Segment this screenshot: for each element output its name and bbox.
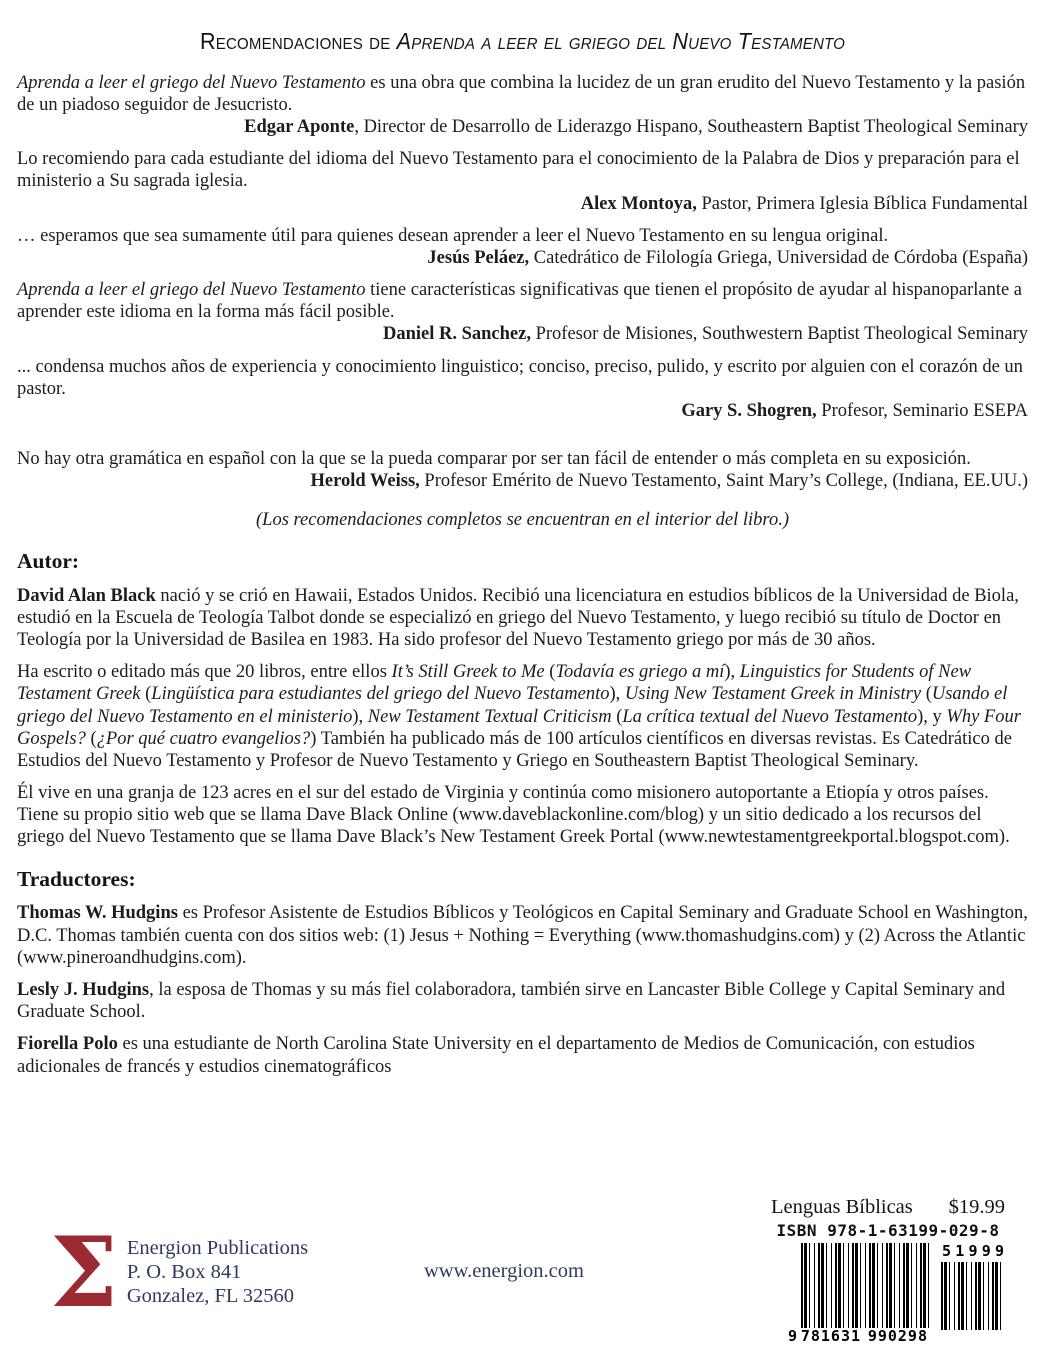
author-paragraph: Ha escrito o editado más que 20 libros, entre ellos It’s Still Greek to Me (Todavía es griego a mí), Linguistics for Students of New Testament Greek (Lingüística para estudiantes del griego del Nuevo Testamento), Using New Testament Greek in Ministry (Usando el griego del Nuevo Testamento en el ministerio), New Testament Textual Criticism (La crítica textual del Nuevo Testamento), y Why Four Gospels? (¿Por qué cuatro evangelios?) También ha publicado más de 100 artículos científicos en diversas revistas. Es Catedrático de Estudios del Nuevo Testamento y Profesor de Nuevo Testamento y Griego en Southeastern Baptist Theological Seminary. [17,662,1021,771]
barcode-row [771,1241,1005,1345]
heading-book-title: Aprenda a leer el griego del Nuevo Testamento [396,28,846,54]
author-paragraph: Él vive en una granja de 123 acres en el sur del estado de Virginia y continúa como misionero autoportante a Etiopía y otros países. Tiene su propio sitio web que se llama Dave Black Online (www.daveblackonline.com/blog) y un sitio dedicado a los recursos del griego del Nuevo Testamento que se llama Dave Black’s New Testament Greek Portal (www.newtestamentgreekportal.blogspot.com). [17,783,1010,848]
publisher-name: Energion Publications [126,1237,309,1259]
quote-text: Lo recomiendo para cada estudiante del idioma del Nuevo Testamento para el conocimiento de la Palabra de Dios y preparación para el ministerio a Su sagrada iglesia. [17,149,1020,192]
supplement-digits: 5 1 9 9 9 [942,1241,1004,1260]
publisher-block [50,1216,309,1329]
quote-attribution: Edgar Aponte, Director de Desarrollo de Liderazgo Hispano, Southeastern Baptist Theological Seminary [244,116,1028,137]
quote-attribution: Herold Weiss, Profesor Emérito de Nuevo Testamento, Saint Mary’s College, (Indiana, EE.UU.) [310,471,1028,492]
quote-text: No hay otra gramática en español con la que se la pueda comparar por ser tan fácil de entender o más completa en su exposición. [17,449,971,470]
publisher-address [127,1232,308,1314]
ean-barcode-digits [788,1327,931,1344]
retail-block [771,1195,1005,1345]
translator-paragraph: Fiorella Polo es una estudiante de North Carolina State University en el departamento de Medios de Comunicación, con estudios adicionales de francés y estudios cinematográficos [17,1034,975,1077]
recommendations-note: (Los recomendaciones completos se encuentran en el interior del libro.) [256,509,789,530]
quote-attribution: Daniel R. Sanchez, Profesor de Misiones, Southwestern Baptist Theological Seminary [382,324,1028,345]
supplement-barcode-bars [941,1262,1005,1330]
translator-paragraph: Lesly J. Hudgins, la esposa de Thomas y su más fiel colaboradora, también sirve en Lancaster Bible College y Capital Seminary and Graduate School. [17,980,1006,1023]
publisher-city: Gonzalez, FL 32560 [126,1284,295,1307]
publisher-po-box: P. O. Box 841 [126,1260,242,1283]
category-label: Lenguas Bíblicas [771,1196,913,1218]
supplement-barcode [941,1243,1005,1341]
ean-barcode [788,1243,933,1345]
translator-paragraph: Thomas W. Hudgins es Profesor Asistente de Estudios Bíblicos y Teológicos en Capital Seminary and Graduate School en Washington, D.C. Thomas también cuenta con dos sitios web: (1) Jesus + Nothing = Everything (www.thomashudgins.com) y (2) Across the Atlantic (www.pineroandhudgins.com). [17,903,1028,968]
section-heading-traductores: Traductores: [17,866,136,891]
quote-text: … esperamos que sea sumamente útil para quienes desean aprender a leer el Nuevo Testamento en su lengua original. [17,225,889,246]
ean-digit-group: 990298 [865,1328,931,1344]
website-url: www.energion.com [424,1260,584,1282]
price-label: $19.99 [948,1196,1005,1218]
recommendations-heading [47,28,997,56]
ean-left-digit: 9 [788,1326,798,1345]
author-paragraph: David Alan Black nació y se crió en Hawaii, Estados Unidos. Recibió una licenciatura en estudios bíblicos de la Universidad de Biola, estudió en la Escuela de Teología Talbot donde se especializó en griego del Nuevo Testamento, y luego recibió su título de Doctor en Teología por la Universidad de Basilea en 1983. Ha sido profesor del Nuevo Testamento griego por más de 30 años. [17,585,1019,650]
category-price-line [771,1195,1005,1220]
quote-text: ... condensa muchos años de experiencia y conocimiento linguistico; conciso, preciso, pulido, y escrito por alguien con el corazón de un pastor. [17,356,1023,399]
sigma-logo-icon: Σ [50,1216,118,1329]
isbn-text: ISBN 978-1-63199-029-8 [776,1220,1000,1240]
section-heading-autor: Autor: [17,548,80,573]
quote-attribution: Alex Montoya, Pastor, Primera Iglesia Bíblica Fundamental [580,193,1028,214]
quote-attribution: Jesús Peláez, Catedrático de Filología Griega, Universidad de Córdoba (España) [427,247,1028,268]
quote-text: Aprenda a leer el griego del Nuevo Testamento es una obra que combina la lucidez de un gran erudito del Nuevo Testamento y la pasión de un piadoso seguidor de Jesucristo. [17,72,1026,115]
quote-text: Aprenda a leer el griego del Nuevo Testamento tiene características significativas que tienen el propósito de ayudar al hispanoparlante a aprender este idioma en la forma más fácil posible. [17,280,1023,323]
quote-attribution: Gary S. Shogren, Profesor, Seminario ESEPA [681,401,1028,422]
ean-digit-group: 781631 [798,1328,864,1344]
heading-prefix: Recomendaciones de [199,28,397,54]
